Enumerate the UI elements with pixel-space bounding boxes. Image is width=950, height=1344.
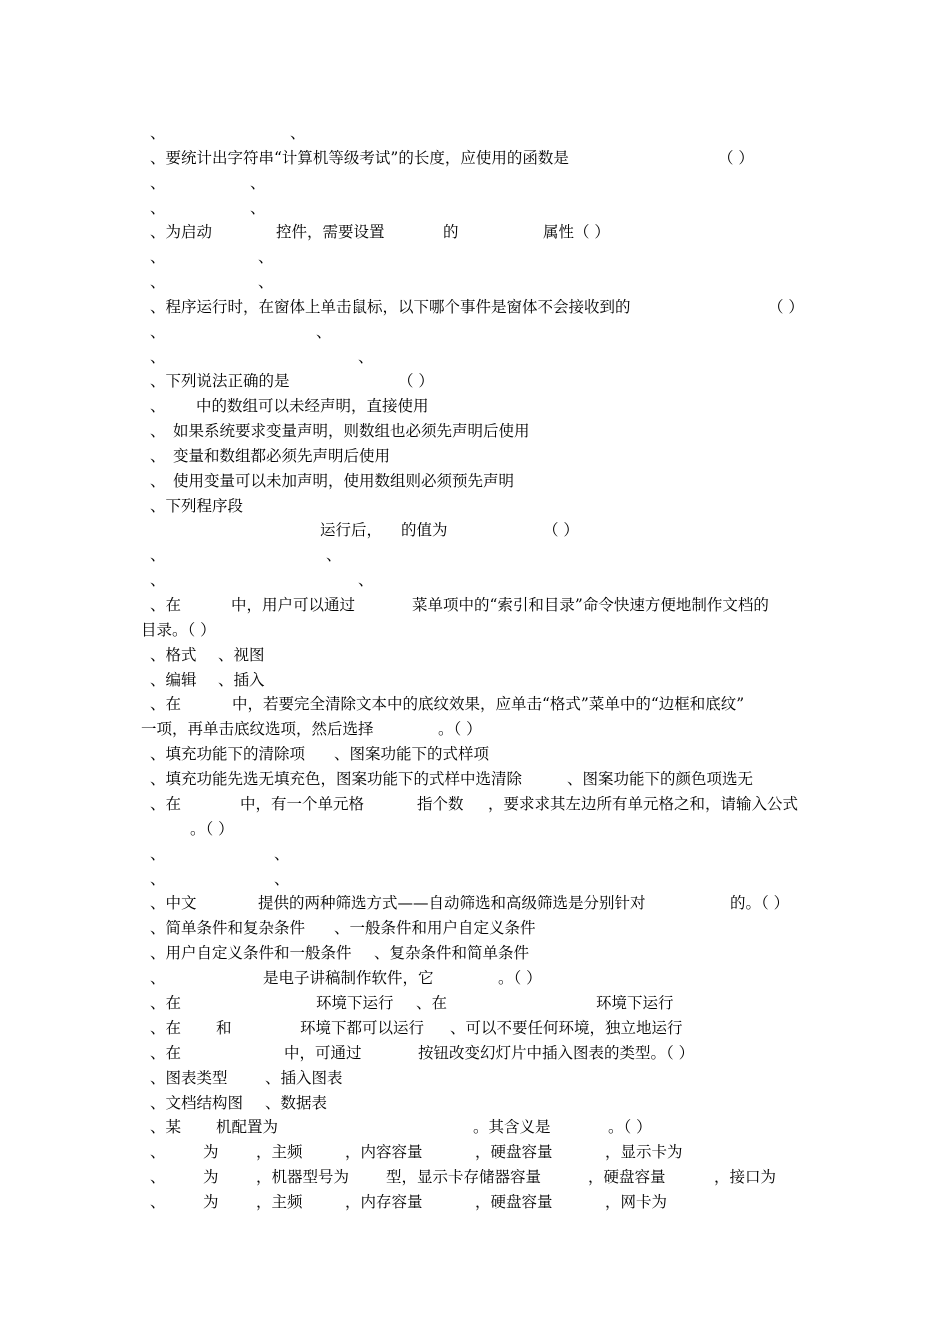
text-line <box>0 197 950 219</box>
text-segment: 、 <box>258 273 274 291</box>
text-segment: 环境下运行 <box>316 994 394 1012</box>
text-line <box>0 1042 950 1064</box>
text-line <box>0 718 950 740</box>
text-segment: 、中文 <box>150 894 197 912</box>
text-segment: ，内存容量 <box>345 1193 423 1211</box>
text-segment: （ ） <box>543 521 579 539</box>
text-segment: 、 <box>150 571 166 589</box>
text-segment: 、要统计出字符串“计算机等级考试”的长度，应使用的函数是 <box>150 149 569 167</box>
text-segment: 、数据表 <box>265 1094 328 1112</box>
text-segment: 、 <box>326 546 342 564</box>
text-line <box>0 370 950 392</box>
text-segment: 。（ ） <box>190 820 234 838</box>
text-segment: 、 <box>150 845 166 863</box>
text-segment: 、 <box>274 845 290 863</box>
text-segment: 、在 <box>150 1044 182 1062</box>
text-segment: 、 <box>290 124 306 142</box>
text-segment: 、插入图表 <box>265 1069 343 1087</box>
text-line <box>0 992 950 1014</box>
text-line <box>0 1116 950 1138</box>
text-segment: ，接口为 <box>714 1168 777 1186</box>
text-segment: 型，显示卡存储器容量 <box>386 1168 542 1186</box>
text-line <box>0 892 950 914</box>
text-segment: ，要求求其左边所有单元格之和，请输入公式 <box>488 795 799 813</box>
text-segment: 、图案功能下的颜色项选无 <box>567 770 754 788</box>
text-segment: 为 <box>203 1193 219 1211</box>
text-line <box>0 395 950 417</box>
text-segment: 、 <box>358 348 374 366</box>
text-segment: 、 <box>150 273 166 291</box>
text-line <box>0 1092 950 1114</box>
text-segment: 中的数组可以未经声明，直接使用 <box>196 397 429 415</box>
text-segment: 、一般条件和用户自定义条件 <box>334 919 536 937</box>
text-line <box>0 868 950 890</box>
text-segment: 和 <box>216 1019 232 1037</box>
text-segment: 中，可通过 <box>284 1044 362 1062</box>
text-segment: 、下列程序段 <box>150 497 244 515</box>
text-segment: 使用变量可以未加声明，使用数组则必须预先声明 <box>173 472 515 490</box>
text-segment: 、 <box>150 1143 166 1161</box>
text-segment: 、 <box>150 348 166 366</box>
text-segment: （ ） <box>398 372 434 390</box>
text-segment: 、在 <box>150 795 182 813</box>
text-line <box>0 296 950 318</box>
text-segment: 、 <box>150 174 166 192</box>
text-segment: 、 <box>150 397 166 415</box>
text-segment: 、 <box>150 323 166 341</box>
text-segment: 环境下运行 <box>596 994 674 1012</box>
text-segment: 、为启动 <box>150 223 213 241</box>
text-line <box>0 470 950 492</box>
text-segment: 、在 <box>416 994 448 1012</box>
text-line <box>0 818 950 840</box>
text-segment: 的。（ ） <box>730 894 790 912</box>
text-segment: 。其含义是 <box>473 1118 551 1136</box>
text-segment: （ ） <box>718 149 754 167</box>
text-line <box>0 321 950 343</box>
text-line <box>0 967 950 989</box>
text-segment: 、 <box>150 422 166 440</box>
text-segment: ，机器型号为 <box>256 1168 350 1186</box>
text-line <box>0 172 950 194</box>
text-segment: ，硬盘容量 <box>588 1168 666 1186</box>
text-line <box>0 942 950 964</box>
text-segment: 、视图 <box>218 646 265 664</box>
text-segment: （ ） <box>768 298 804 316</box>
text-segment: 、在 <box>150 1019 182 1037</box>
text-line <box>0 669 950 691</box>
text-line <box>0 793 950 815</box>
text-segment: ，主频 <box>256 1193 303 1211</box>
text-segment: 。（ ） <box>438 720 482 738</box>
text-segment: 、程序运行时，在窗体上单击鼠标，以下哪个事件是窗体不会接收到的 <box>150 298 631 316</box>
text-segment: ，主频 <box>256 1143 303 1161</box>
text-segment: 、 <box>274 870 290 888</box>
text-segment: 、 <box>250 199 266 217</box>
text-segment: 、 <box>150 546 166 564</box>
text-segment: ，网卡为 <box>605 1193 668 1211</box>
text-segment: 为 <box>203 1168 219 1186</box>
text-line <box>0 271 950 293</box>
text-segment: 、 <box>150 870 166 888</box>
text-segment: 。（ ） <box>498 969 542 987</box>
text-segment: 、图案功能下的式样项 <box>334 745 490 763</box>
text-line <box>0 1067 950 1089</box>
text-segment: 、某 <box>150 1118 182 1136</box>
text-segment: 、 <box>150 248 166 266</box>
text-line <box>0 544 950 566</box>
text-segment: 、编辑 <box>150 671 197 689</box>
text-line <box>0 594 950 616</box>
text-segment: 、 <box>150 124 166 142</box>
text-segment: 运行后， <box>320 521 383 539</box>
text-segment: 菜单项中的“索引和目录”命令快速方便地制作文档的 <box>412 596 769 614</box>
text-line <box>0 917 950 939</box>
text-segment: 、填充功能下的清除项 <box>150 745 306 763</box>
text-segment: 、格式 <box>150 646 197 664</box>
text-line <box>0 519 950 541</box>
text-line <box>0 420 950 442</box>
text-segment: 、 <box>150 1193 166 1211</box>
text-line <box>0 221 950 243</box>
text-segment: 、插入 <box>218 671 265 689</box>
text-segment: 目录。（ ） <box>141 621 216 639</box>
text-segment: 属性（ ） <box>543 223 610 241</box>
text-segment: 、 <box>258 248 274 266</box>
text-line <box>0 1166 950 1188</box>
text-line <box>0 768 950 790</box>
text-segment: 、 <box>358 571 374 589</box>
text-segment: 、 <box>150 1168 166 1186</box>
text-segment: 、复杂条件和简单条件 <box>374 944 530 962</box>
text-segment: ，硬盘容量 <box>475 1193 553 1211</box>
text-segment: 、填充功能先选无填充色，图案功能下的式样中选清除 <box>150 770 523 788</box>
text-segment: 、下列说法正确的是 <box>150 372 290 390</box>
text-segment: 如果系统要求变量声明，则数组也必须先声明后使用 <box>173 422 530 440</box>
text-segment: 按钮改变幻灯片中插入图表的类型。（ ） <box>418 1044 695 1062</box>
text-segment: 、在 <box>150 596 182 614</box>
text-line <box>0 122 950 144</box>
text-segment: 、 <box>150 199 166 217</box>
text-segment: 的值为 <box>401 521 448 539</box>
text-line <box>0 1191 950 1213</box>
text-segment: 、简单条件和复杂条件 <box>150 919 306 937</box>
text-line <box>0 445 950 467</box>
text-segment: 控件，需要设置 <box>276 223 385 241</box>
text-line <box>0 644 950 666</box>
text-segment: 中，有一个单元格 <box>240 795 365 813</box>
text-segment: 的 <box>443 223 459 241</box>
text-segment: 中，用户可以通过 <box>231 596 356 614</box>
text-line <box>0 495 950 517</box>
text-segment: 、 <box>250 174 266 192</box>
text-line <box>0 843 950 865</box>
text-segment: 、 <box>150 969 166 987</box>
text-segment: 、图表类型 <box>150 1069 228 1087</box>
text-line <box>0 346 950 368</box>
text-segment: 、 <box>316 323 332 341</box>
text-segment: 是电子讲稿制作软件，它 <box>263 969 434 987</box>
text-segment: 指个数 <box>417 795 464 813</box>
text-segment: ，硬盘容量 <box>475 1143 553 1161</box>
text-segment: ，显示卡为 <box>605 1143 683 1161</box>
text-line <box>0 1141 950 1163</box>
text-segment: 、可以不要任何环境，独立地运行 <box>450 1019 683 1037</box>
text-segment: 、 <box>150 472 166 490</box>
text-segment: 中，若要完全清除文本中的底纹效果，应单击“格式”菜单中的“边框和底纹” <box>232 695 745 713</box>
text-segment: 提供的两种筛选方式——自动筛选和高级筛选是分别针对 <box>258 894 646 912</box>
text-segment: 、 <box>150 447 166 465</box>
text-segment: 、文档结构图 <box>150 1094 244 1112</box>
text-segment: 、用户自定义条件和一般条件 <box>150 944 352 962</box>
text-segment: 、在 <box>150 695 182 713</box>
text-segment: 机配置为 <box>216 1118 279 1136</box>
text-line <box>0 743 950 765</box>
text-segment: 一项，再单击底纹选项，然后选择 <box>141 720 374 738</box>
text-segment: 变量和数组都必须先声明后使用 <box>173 447 391 465</box>
text-segment: 为 <box>203 1143 219 1161</box>
text-segment: 环境下都可以运行 <box>300 1019 425 1037</box>
text-line <box>0 619 950 641</box>
text-line <box>0 569 950 591</box>
text-segment: 、在 <box>150 994 182 1012</box>
text-segment: 。（ ） <box>608 1118 652 1136</box>
text-line <box>0 147 950 169</box>
text-line <box>0 1017 950 1039</box>
text-line <box>0 693 950 715</box>
text-line <box>0 246 950 268</box>
text-segment: ，内容容量 <box>345 1143 423 1161</box>
